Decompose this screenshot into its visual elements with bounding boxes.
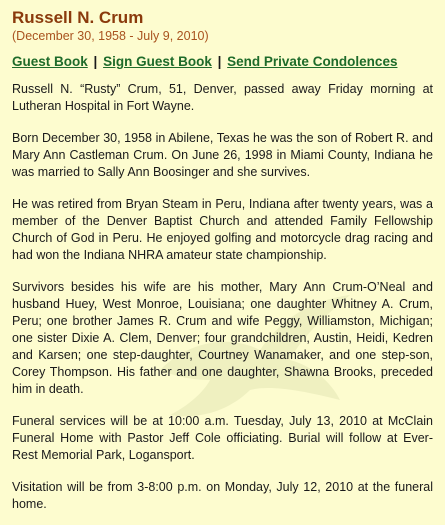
sign-guest-book-link[interactable]: Sign Guest Book xyxy=(103,54,212,69)
link-separator: | xyxy=(217,54,222,69)
send-condolences-link[interactable]: Send Private Condolences xyxy=(227,54,398,69)
obituary-links xyxy=(12,53,433,71)
obituary-paragraph-career: He was retired from Bryan Steam in Peru, Indiana after twenty years, was a member of the Denver Baptist Church and attended Family Fellowship Church of God in Peru. He enjoyed golfing and motorcycle drag racing and had won the Indiana NHRA amateur state championship. xyxy=(12,197,433,262)
obituary-paragraph-birth: Born December 30, 1958 in Abilene, Texas he was the son of Robert R. and Mary Ann Castleman Crum. On June 26, 1998 in Miami County, Indiana he was married to Sally Ann Boosinger and she survives. xyxy=(12,131,433,179)
life-dates: (December 30, 1958 - July 9, 2010) xyxy=(12,29,209,43)
obituary-paragraph-funeral: Funeral services will be at 10:00 a.m. Tuesday, July 13, 2010 at McClain Funeral Home with Pastor Jeff Cole officiating. Burial will follow at Ever-Rest Memorial Park, Logansport. xyxy=(12,414,433,462)
link-separator: | xyxy=(93,54,98,69)
obituary-paragraph-survivors: Survivors besides his wife are his mother, Mary Ann Crum-O’Neal and husband Huey, West Monroe, Louisiana; one daughter Whitney A. Crum, Peru; one brother James R. Crum and wife Peggy, Williamston, Michigan; one sister Dixie A. Clem, Denver; four grandchildren, Austin, Heidi, Kedren and Karsen; one step-daughter, Courtney Wanamaker, and one step-son, Corey Thompson. His father and one daughter, Shawna Brooks, preceded him in death. xyxy=(12,280,433,396)
obituary-paragraph-visitation: Visitation will be from 3-8:00 p.m. on Monday, July 12, 2010 at the funeral home. xyxy=(12,480,433,511)
deceased-name: Russell N. Crum xyxy=(12,8,144,27)
obituary-paragraph-intro: Russell N. “Rusty” Crum, 51, Denver, passed away Friday morning at Lutheran Hospital in Fort Wayne. xyxy=(12,82,433,113)
guest-book-link[interactable]: Guest Book xyxy=(12,54,88,69)
